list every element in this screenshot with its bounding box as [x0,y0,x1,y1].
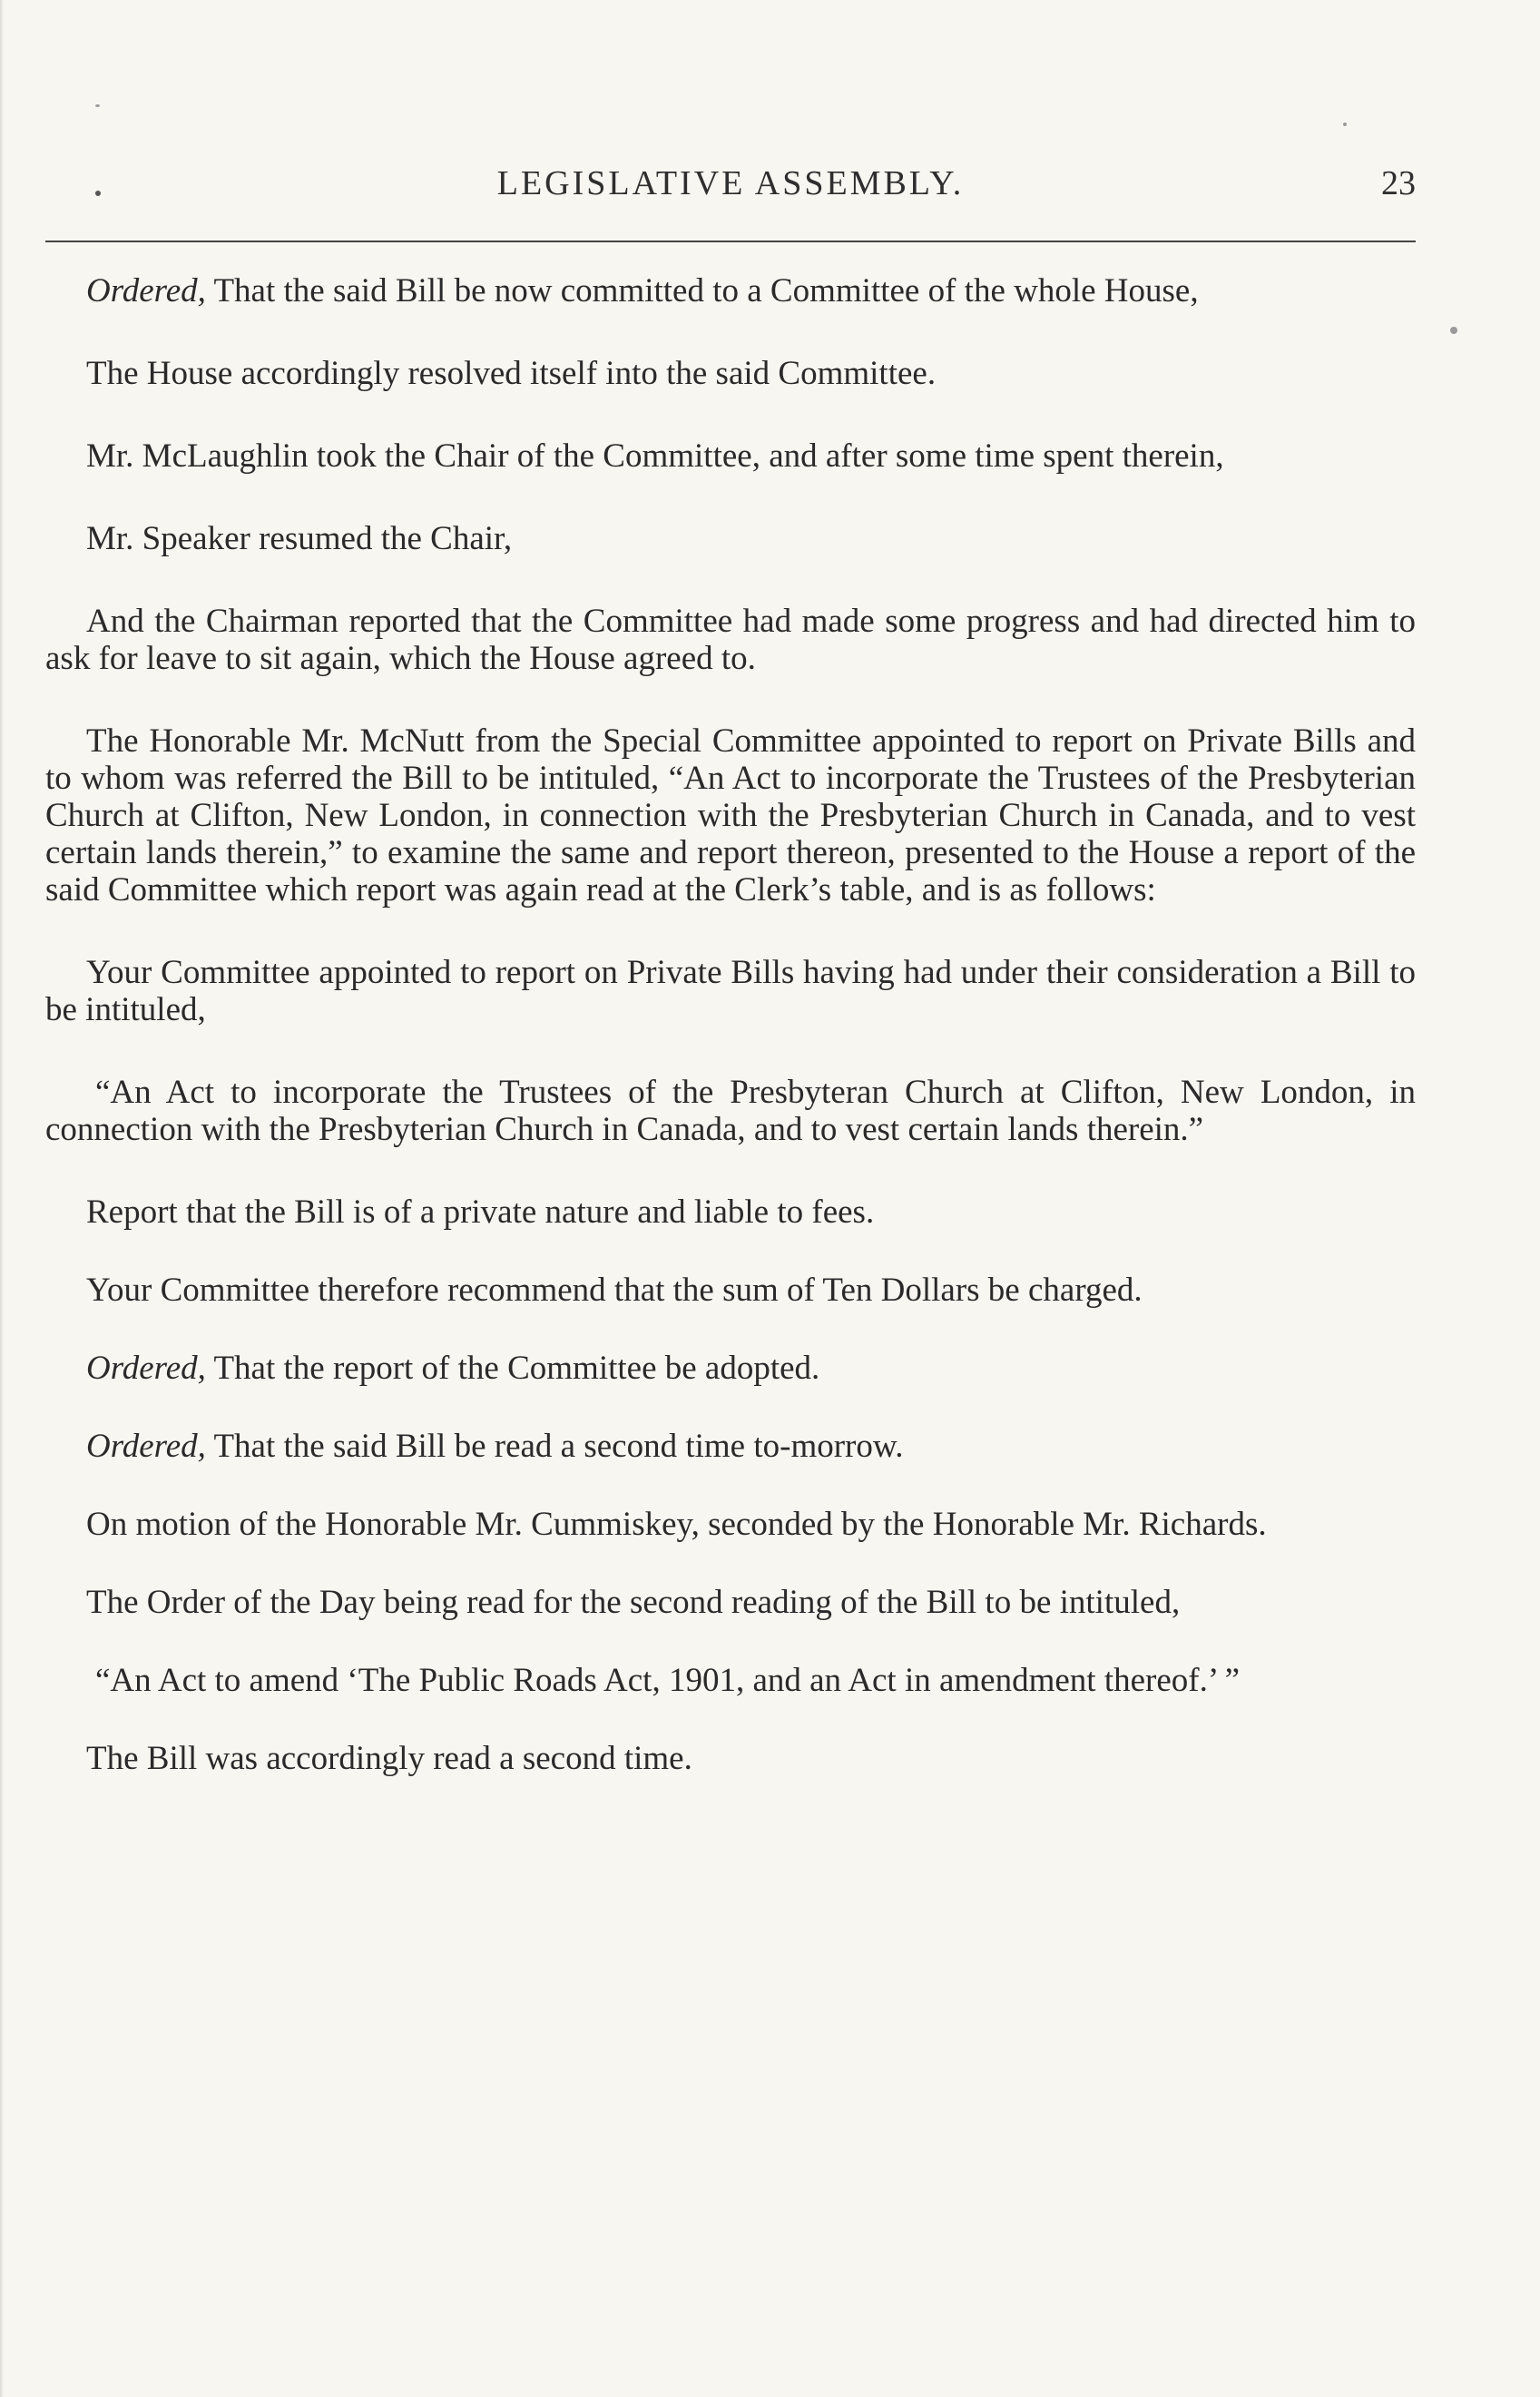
paragraph-chairman-reported [45,603,1416,677]
paragraph-lead-italic: Ordered, [86,272,206,309]
paper-speck [1450,327,1457,334]
header-rule [45,241,1416,242]
paragraph-text: Your Committee appointed to report on Private Bills having had under their consideration a Bill to be intituled, [45,954,1416,1028]
paragraph-text: “An Act to amend ‘The Public Roads Act, 1901, and an Act in amendment thereof.’ ” [95,1662,1241,1699]
paragraph-committee-appointed [45,954,1416,1028]
paragraph-motion-cummiskey [45,1506,1416,1543]
page-number: 23 [1381,164,1416,202]
running-head: LEGISLATIVE ASSEMBLY. [496,164,965,202]
paragraph-order-of-day [45,1584,1416,1621]
body-text [45,272,1416,1818]
paragraph-text: The Honorable Mr. McNutt from the Special Committee appointed to report on Private Bills and to whom was referred the Bill to be intituled, “An Act to incorporate the Trustees of the Presbyterian Church at Clifton, New London, in connection with the Presbyterian Church in Canada, and to vest certain lands therein,” to examine the same and report thereon, presented to the House a report of the said Committee which report was again read at the Clerk’s table, and is as follows: [45,722,1416,909]
paragraph-text: Mr. McLaughlin took the Chair of the Committee, and after some time spent therein, [86,437,1224,475]
paragraph-mclaughlin-chair [45,437,1416,475]
paragraph-text: The Bill was accordingly read a second time. [86,1740,692,1777]
paragraph-act-title-clifton [45,1074,1416,1148]
paragraph-lead-italic: Ordered, [86,1350,206,1387]
paragraph-ordered-committed [45,272,1416,309]
paragraph-speaker-resumed [45,520,1416,557]
paragraph-mcnutt-report [45,722,1416,909]
paragraph-lead-italic: Ordered, [86,1428,206,1465]
paragraph-text: The Order of the Day being read for the second reading of the Bill to be intituled, [86,1584,1181,1621]
paragraph-house-resolved [45,355,1416,392]
paragraph-ordered-second-reading [45,1428,1416,1465]
paragraph-text: That the said Bill be read a second time to-morrow. [205,1428,904,1465]
paragraph-bill-read-second [45,1740,1416,1777]
paragraph-text: “An Act to incorporate the Trustees of the Presbyteran Church at Clifton, New London, in connection with the Presbyterian Church in Canada, and to vest certain lands therein.” [45,1074,1416,1148]
page-header [45,163,1416,218]
paragraph-text: That the said Bill be now committed to a Committee of the whole House, [205,272,1199,309]
page-edge-shadow [0,0,4,2397]
paragraph-text: Your Committee therefore recommend that the sum of Ten Dollars be charged. [86,1272,1143,1309]
paragraph-text: That the report of the Committee be adopted. [205,1350,820,1387]
paper-speck [1343,123,1347,126]
paper-speck [95,104,100,107]
paragraph-recommend-fee [45,1272,1416,1309]
paragraph-ordered-adopted [45,1350,1416,1387]
paragraph-text: Mr. Speaker resumed the Chair, [86,520,513,557]
paragraph-text: Report that the Bill is of a private nature and liable to fees. [86,1194,875,1231]
paragraph-private-nature [45,1194,1416,1231]
paragraph-act-public-roads [45,1662,1416,1699]
paragraph-text: On motion of the Honorable Mr. Cummiskey, seconded by the Honorable Mr. Richards. [86,1506,1267,1543]
paragraph-text: And the Chairman reported that the Committee had made some progress and had directed him to ask for leave to sit again, which the House agreed to. [45,603,1416,677]
paragraph-text: The House accordingly resolved itself into the said Committee. [86,355,937,392]
